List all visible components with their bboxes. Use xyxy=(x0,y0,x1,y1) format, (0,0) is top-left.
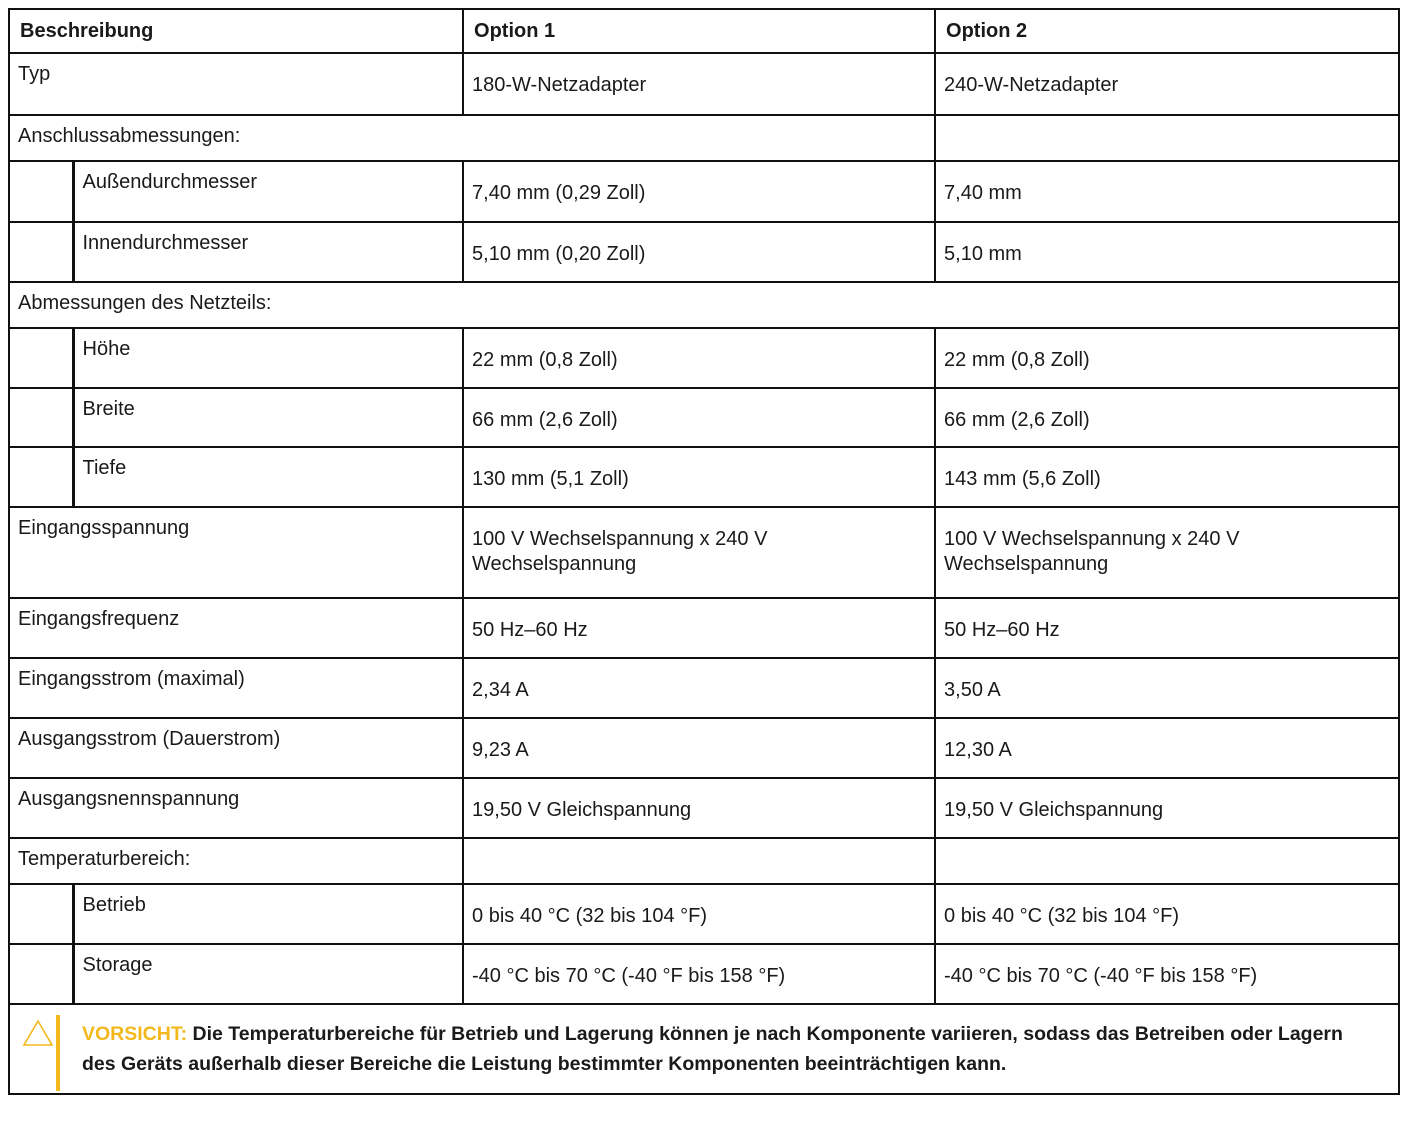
table-row xyxy=(9,507,1399,598)
option-2-value: 143 mm (5,6 Zoll) xyxy=(944,468,1101,490)
option-1-value: 19,50 V Gleichspannung xyxy=(472,799,692,821)
warning-triangle-icon xyxy=(22,1019,54,1047)
option-1-value: 2,34 A xyxy=(472,679,529,701)
table-row xyxy=(9,282,1399,328)
option-2-value: 12,30 A xyxy=(944,739,1012,761)
caution-note xyxy=(10,1005,1398,1093)
table-row xyxy=(9,838,1399,884)
option-1-value: 100 V Wechselspannung x 240 V Wechselspannung xyxy=(472,528,768,575)
table-row xyxy=(9,53,1399,115)
option-1-value: 0 bis 40 °C (32 bis 104 °F) xyxy=(472,905,708,927)
row-label: Eingangsfrequenz xyxy=(18,608,180,630)
table-row xyxy=(9,388,1399,447)
table-row xyxy=(9,718,1399,778)
option-2-value: 19,50 V Gleichspannung xyxy=(944,799,1164,821)
row-label: Eingangsspannung xyxy=(18,517,190,539)
indent-cell xyxy=(9,944,73,1004)
table-row xyxy=(9,328,1399,388)
option-1-value: 9,23 A xyxy=(472,739,529,761)
row-label: Breite xyxy=(82,398,135,420)
option-2-value: -40 °C bis 70 °C (-40 °F bis 158 °F) xyxy=(944,965,1258,987)
option-2-value: 0 bis 40 °C (32 bis 104 °F) xyxy=(944,905,1180,927)
caution-label: VORSICHT: xyxy=(82,1023,188,1045)
indent-cell xyxy=(9,884,73,944)
indent-cell xyxy=(9,161,73,222)
option-1-value: 130 mm (5,1 Zoll) xyxy=(472,468,629,490)
table-row xyxy=(9,161,1399,222)
row-label: Tiefe xyxy=(82,457,127,479)
indent-cell xyxy=(9,328,73,388)
group-label: Anschlussabmessungen: xyxy=(18,125,241,147)
table-header-row xyxy=(9,9,1399,53)
option-1-value: 5,10 mm (0,20 Zoll) xyxy=(472,243,646,265)
row-label: Typ xyxy=(18,63,51,85)
table-row xyxy=(9,778,1399,838)
option-2-value: 5,10 mm xyxy=(944,243,1022,265)
table-row xyxy=(9,658,1399,718)
option-2-value: 3,50 A xyxy=(944,679,1001,701)
table-row xyxy=(9,598,1399,658)
option-2-value: 7,40 mm xyxy=(944,182,1022,204)
option-1-value: 22 mm (0,8 Zoll) xyxy=(472,349,618,371)
header-option-2: Option 2 xyxy=(935,9,1399,53)
table-row xyxy=(9,447,1399,507)
indent-cell xyxy=(9,447,73,507)
option-2-value: 50 Hz–60 Hz xyxy=(944,619,1060,641)
caution-accent-bar xyxy=(56,1015,60,1091)
option-2-value: 22 mm (0,8 Zoll) xyxy=(944,349,1090,371)
row-label: Betrieb xyxy=(82,894,146,916)
header-option-1: Option 1 xyxy=(463,9,935,53)
table-row xyxy=(9,884,1399,944)
specification-table xyxy=(8,8,1400,1095)
header-description: Beschreibung xyxy=(9,9,463,53)
indent-cell xyxy=(9,222,73,282)
group-label: Temperaturbereich: xyxy=(18,848,191,870)
table-row xyxy=(9,944,1399,1004)
row-label: Außendurchmesser xyxy=(82,171,258,193)
caution-row xyxy=(9,1004,1399,1094)
indent-cell xyxy=(9,388,73,447)
caution-text: Die Temperaturbereiche für Betrieb und Lagerung können je nach Komponente variieren, sodass das Betreiben oder Lagern des Geräts außerhalb dieser Bereiche die Leistung bestimmter Komponenten beeinträchtigen kann. xyxy=(82,1023,1343,1075)
table-row xyxy=(9,222,1399,282)
option-1-value: 7,40 mm (0,29 Zoll) xyxy=(472,182,646,204)
option-2-value: 100 V Wechselspannung x 240 V Wechselspannung xyxy=(944,528,1240,575)
row-label: Storage xyxy=(82,954,153,976)
option-2-value: 240-W-Netzadapter xyxy=(944,74,1119,96)
row-label: Eingangsstrom (maximal) xyxy=(18,668,245,690)
row-label: Innendurchmesser xyxy=(82,232,249,254)
option-2-value: 66 mm (2,6 Zoll) xyxy=(944,409,1090,431)
row-label: Ausgangsstrom (Dauerstrom) xyxy=(18,728,281,750)
option-1-value: -40 °C bis 70 °C (-40 °F bis 158 °F) xyxy=(472,965,786,987)
option-1-value: 66 mm (2,6 Zoll) xyxy=(472,409,618,431)
row-label: Ausgangsnennspannung xyxy=(18,788,240,810)
option-1-value: 180-W-Netzadapter xyxy=(472,74,647,96)
table-row xyxy=(9,115,1399,161)
option-1-value: 50 Hz–60 Hz xyxy=(472,619,588,641)
group-label: Abmessungen des Netzteils: xyxy=(18,292,272,314)
row-label: Höhe xyxy=(82,338,131,360)
